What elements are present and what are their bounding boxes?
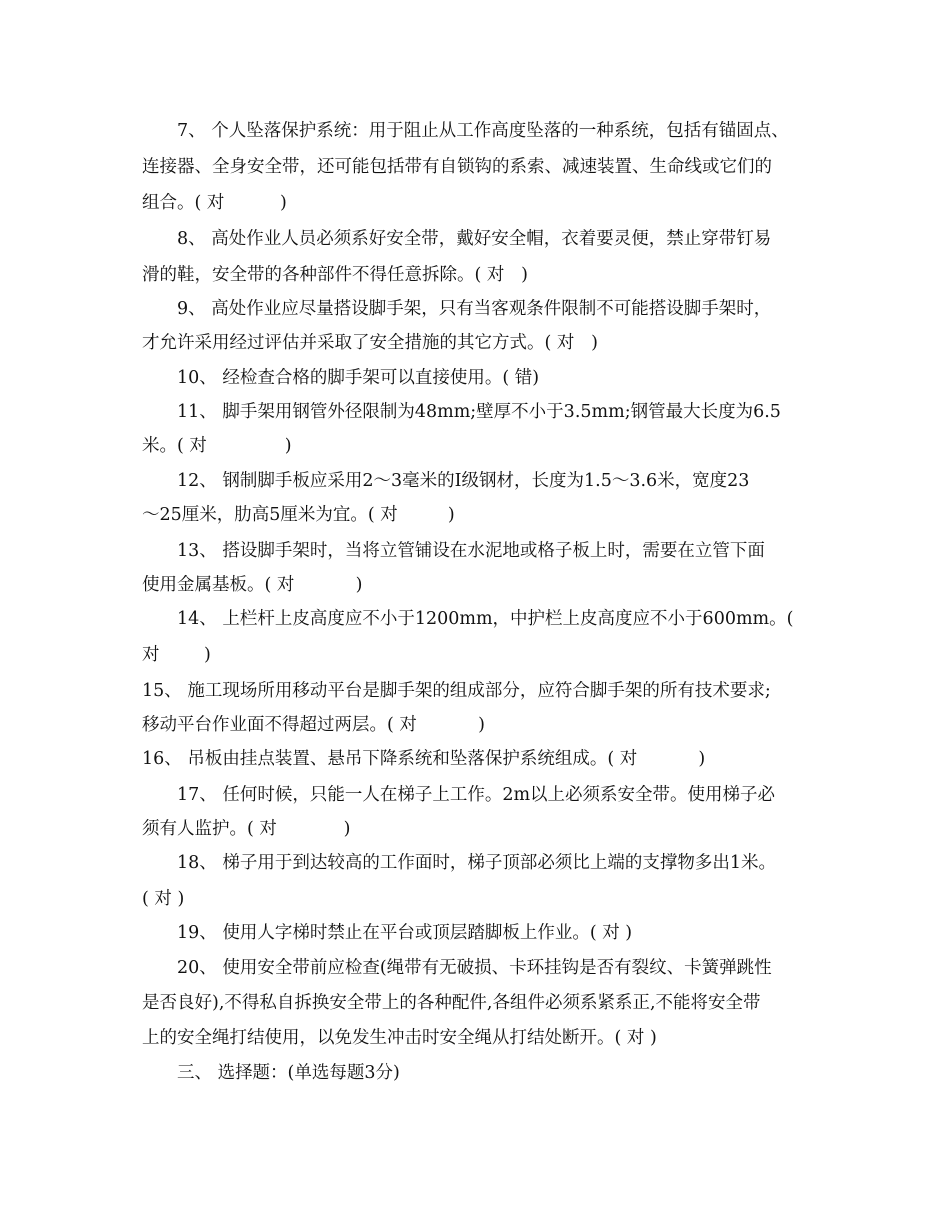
text-line: 7、 个人坠落保护系统：用于阻止从工作高度坠落的一种系统，包括有锚固点、: [177, 121, 789, 141]
text-line: 18、 梯子用于到达较高的工作面时，梯子顶部必须比上端的支撑物多出1米。: [177, 853, 776, 873]
text-line: 10、 经检查合格的脚手架可以直接使用。( 错): [177, 368, 540, 388]
text-line: 须有人监护。( 对 ): [142, 819, 351, 839]
text-line: 组合。( 对 ): [142, 193, 287, 213]
text-line: 9、 高处作业应尽量搭设脚手架，只有当客观条件限制不可能搭设脚手架时，: [177, 299, 772, 319]
text-line: 15、 施工现场所用移动平台是脚手架的组成部分，应符合脚手架的所有技术要求;: [142, 681, 771, 701]
text-line: 12、 钢制脚手板应采用2～3毫米的I级钢材，长度为1.5～3.6米，宽度23: [177, 471, 750, 491]
text-line: 20、 使用安全带前应检查(绳带有无破损、卡环挂钩是否有裂纹、卡簧弹跳性: [177, 958, 772, 978]
text-line: 滑的鞋，安全带的各种部件不得任意拆除。( 对 ): [142, 265, 528, 285]
text-line: 对 ): [142, 645, 211, 665]
text-line: 13、 搭设脚手架时，当将立管铺设在水泥地或格子板上时，需要在立管下面: [177, 541, 765, 561]
text-line: ～25厘米，肋高5厘米为宜。( 对 ): [142, 505, 455, 525]
text-line: 16、 吊板由挂点装置、悬吊下降系统和坠落保护系统组成。( 对 ): [142, 749, 706, 769]
text-line: 19、 使用人字梯时禁止在平台或顶层踏脚板上作业。( 对 ): [177, 923, 633, 943]
text-line: 米。( 对 ): [142, 436, 292, 456]
text-line: 上的安全绳打结使用，以免发生冲击时安全绳从打结处断开。( 对 ): [142, 1028, 657, 1048]
text-line: 使用金属基板。( 对 ): [142, 575, 363, 595]
section-heading: 三、 选择题：(单选每题3分): [177, 1063, 400, 1083]
text-line: 连接器、全身安全带，还可能包括带有自锁钩的系索、减速装置、生命线或它们的: [142, 157, 772, 177]
text-line: 是否良好),不得私自拆换安全带上的各种配件,各组件必须系紧系正,不能将安全带: [142, 993, 761, 1013]
text-line: 11、 脚手架用钢管外径限制为48mm;壁厚不小于3.5mm;钢管最大长度为6.5: [177, 402, 781, 422]
text-line: 8、 高处作业人员必须系好安全带，戴好安全帽，衣着要灵便，禁止穿带钉易: [177, 229, 772, 249]
text-line: 才允许采用经过评估并采取了安全措施的其它方式。( 对 ): [142, 333, 598, 353]
text-line: ( 对 ): [142, 889, 185, 909]
text-line: 移动平台作业面不得超过两层。( 对 ): [142, 715, 485, 735]
text-line: 17、 任何时候，只能一人在梯子上工作。2m以上必须系安全带。使用梯子必: [177, 785, 776, 805]
text-line: 14、 上栏杆上皮高度应不小于1200mm，中护栏上皮高度应不小于600mm。(: [177, 609, 794, 629]
